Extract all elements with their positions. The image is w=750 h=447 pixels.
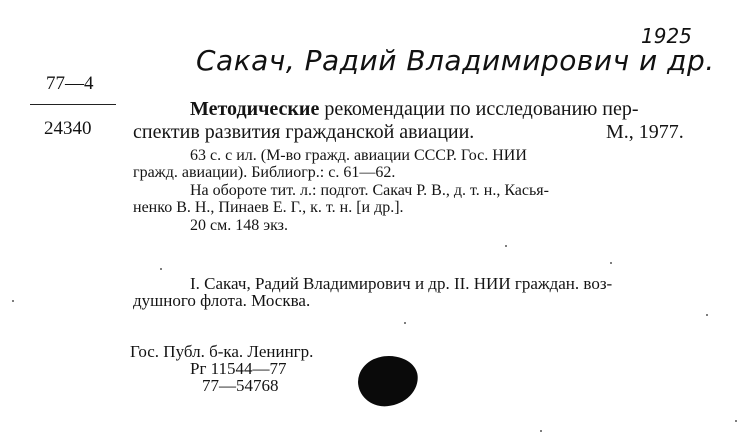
title-line-1 xyxy=(190,98,639,121)
description-line: гражд. авиации). Библиогр.: с. 61—62. xyxy=(133,164,396,181)
speck xyxy=(735,420,737,422)
description-line: ненко В. Н., Пинаев Е. Г., к. т. н. [и др.]. xyxy=(133,199,404,216)
imprint: М., 1977. xyxy=(606,121,684,143)
library-number: 77—54768 xyxy=(202,376,279,395)
speck xyxy=(160,268,162,270)
title-line-1-rest: рекомендации по исследованию пер- xyxy=(319,98,639,120)
call-number-bottom: 24340 xyxy=(44,118,92,139)
description-line: 20 см. 148 экз. xyxy=(190,217,288,234)
ink-blot xyxy=(356,353,421,409)
speck xyxy=(706,314,708,316)
handwritten-author: Сакач, Радий Владимирович и др. xyxy=(196,44,715,77)
library-name: Гос. Публ. б-ка. Ленингр. xyxy=(130,342,314,361)
title-line-2: спектив развития гражданской авиации. xyxy=(133,121,475,143)
description-line: 63 с. с ил. (М-во гражд. авиации СССР. Гос. НИИ xyxy=(190,147,527,164)
library-number: Рг 11544—77 xyxy=(190,359,287,378)
tracing-line: I. Сакач, Радий Владимирович и др. II. НИИ граждан. воз- xyxy=(190,274,613,293)
description-line: На обороте тит. л.: подгот. Сакач Р. В., д. т. н., Касья- xyxy=(190,182,549,199)
speck xyxy=(404,322,406,324)
speck xyxy=(12,300,14,302)
title-bold-word: Методические xyxy=(190,98,320,120)
handwritten-year: 1925 xyxy=(641,24,692,48)
speck xyxy=(540,430,542,432)
speck xyxy=(505,245,507,247)
call-number-divider xyxy=(30,104,116,105)
call-number-top: 77—4 xyxy=(46,73,94,94)
tracing-line: душного флота. Москва. xyxy=(133,291,311,310)
speck xyxy=(610,262,612,264)
